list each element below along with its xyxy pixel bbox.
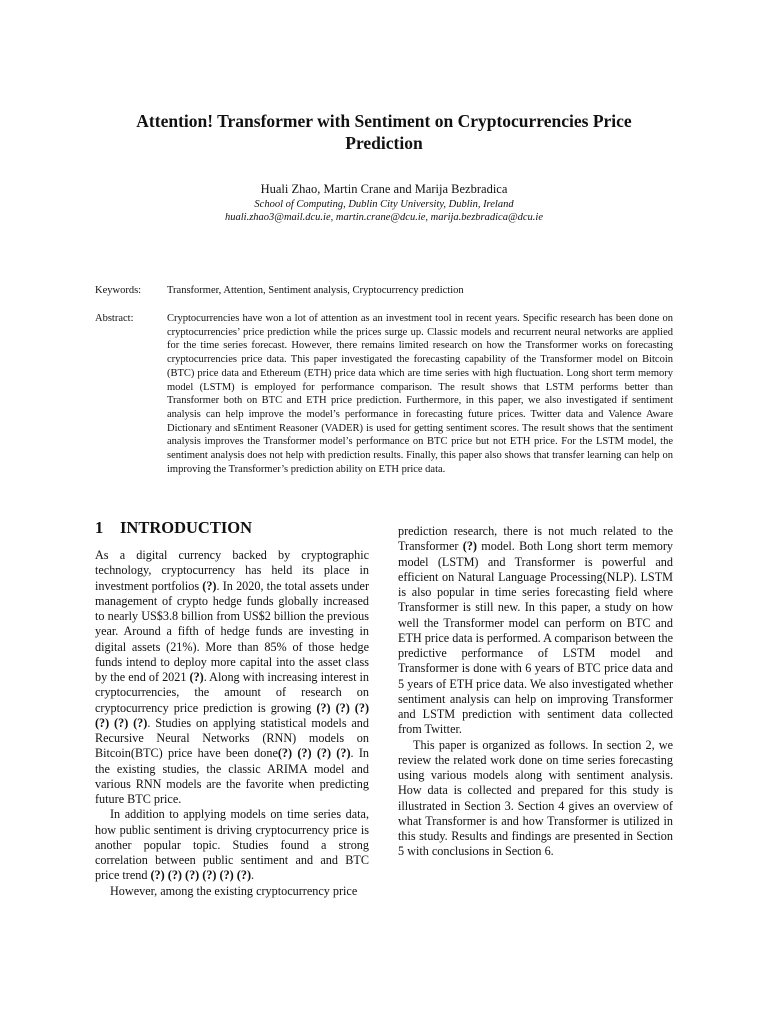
intro-paragraph-4: This paper is organized as follows. In section 2, we review the related work done on time series forecasting using various models along with sentiment analysis. How data is collected and prepared for this study is illustrated in Section 3. Section 4 gives an overview of what Transformer is and how Transformer is utilized in this study. Results and findings are presented in Section 5 with conclusions in Section 6.	[398, 737, 673, 859]
body-column-right	[398, 524, 673, 860]
keywords-label: Keywords:	[95, 285, 142, 296]
body-column-left	[95, 548, 369, 899]
author-emails: huali.zhao3@mail.dcu.ie, martin.crane@dcu.ie, marija.bezbradica@dcu.ie	[225, 212, 543, 223]
intro-paragraph-1: As a digital currency backed by cryptographic technology, cryptocurrency has held its place in investment portfolios (?). In 2020, the total assets under management of crypto hedge funds globally increased to nearly US$3.8 billion from US$2 billion the previous year. Around a fifth of hedge funds are investing in digital assets (21%). More than 85% of those hedge funds intend to deploy more capital into the asset class by the end of 2021 (?). Along with increasing interest in cryptocurrencies, the amount of research on cryptocurrency price prediction is growing (?) (?) (?) (?) (?) (?). Studies on applying statistical models and Recursive Neural Networks (RNN) models on Bitcoin(BTC) price have been done(?) (?) (?) (?). In the existing studies, the classic ARIMA model and various RNN models are the favorite when predicting future BTC price.	[95, 548, 370, 806]
keywords-text: Transformer, Attention, Sentiment analysis, Cryptocurrency prediction	[167, 285, 464, 296]
paper-title: Attention! Transformer with Sentiment on Cryptocurrencies Price Prediction	[136, 111, 632, 153]
citation-marker: (?) (?) (?) (?) (?) (?)	[150, 868, 251, 883]
intro-paragraph-3-continued: prediction research, there is not much related to the Transformer (?) model. Both Long short term memory model (LSTM) and Transformer is powerful and efficient on Natural Language Processing(NLP). LSTM is also popular in time series forecasting field where Transformer is still new. In this paper, a study on how well the Transformer model can perform on BTC and ETH price data is performed. A comparison between the predictive performance of LSTM model and Transformer is done with 6 years of BTC price data and 5 years of ETH price data. We also investigated whether sentiment analysis can help on improving Transformer and LSTM prediction with sentiment data collected from Twitter.	[398, 524, 674, 737]
section-title: INTRODUCTION	[120, 518, 253, 537]
affiliation: School of Computing, Dublin City University, Dublin, Ireland	[254, 199, 514, 210]
authors: Huali Zhao, Martin Crane and Marija Bezbradica	[260, 182, 508, 196]
citation-marker: (?) (?) (?) (?)	[277, 746, 351, 761]
citation-marker: (?)	[202, 578, 217, 593]
citation-marker: (?)	[462, 539, 477, 554]
citation-marker: (?)	[189, 670, 204, 684]
section-number: 1	[95, 518, 104, 537]
abstract-text: Cryptocurrencies have won a lot of attention as an investment tool in recent years. Specific research has been done on cryptocurrencies’ price prediction while the prices surge up. Classic models and recurrent neural networks are applied for the time series forecast. However, there remains limited research on how the Transformer works on forecasting cryptocurrencies price data. This paper investigated the forecasting capability of the Transformer model on Bitcoin (BTC) price data and Ethereum (ETH) price data which are time series with high fluctuation. Long short term memory model (LSTM) is employed for performance comparison. The result shows that LSTM performs better than Transformer both on BTC and ETH price prediction. Furthermore, in this paper, we also investigated if sentiment analysis can help improve the model’s performance in forecasting future prices. Twitter data and Valence Aware Dictionary and sEntiment Reasoner (VADER) is used for getting sentiment scores. The result shows that the sentiment analysis improves the Transformer model’s performance on BTC price but not ETH price. For the LSTM model, the sentiment analysis does not help with prediction results. Finally, this paper also shows that transfer learning can help on improving the Transformer’s prediction ability on ETH price data.	[167, 313, 673, 475]
intro-paragraph-2: In addition to applying models on time series data, how public sentiment is driving cryptocurrency price is another popular topic. Studies found a strong correlation between public sentiment and and BTC price trend (?) (?) (?) (?) (?) (?).	[95, 807, 369, 883]
intro-paragraph-3: However, among the existing cryptocurrency price	[110, 883, 358, 898]
citation-marker: (?) (?) (?) (?) (?) (?)	[95, 700, 369, 730]
abstract-label: Abstract:	[95, 313, 134, 324]
section-heading	[95, 518, 252, 538]
